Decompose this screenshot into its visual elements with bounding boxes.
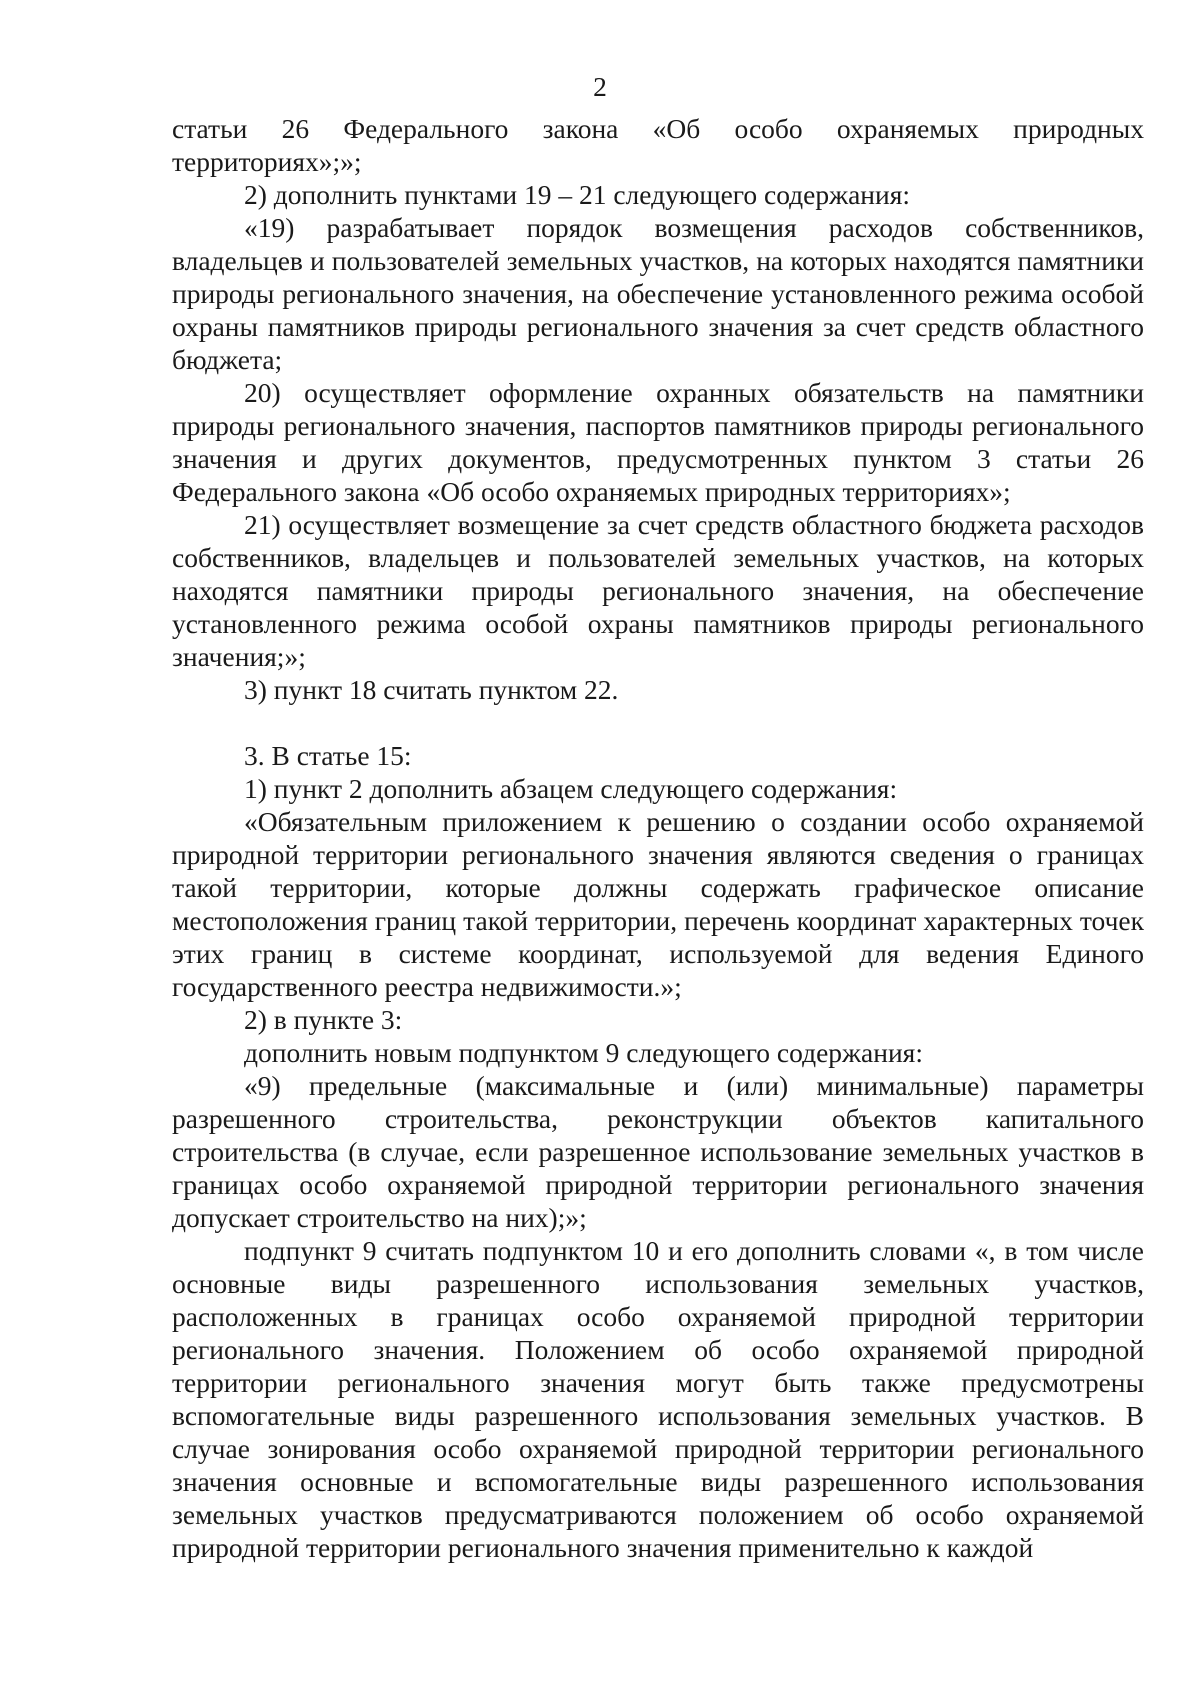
paragraph-item-20: 20) осуществляет оформление охранных обязательств на памятники природы регионального значения, паспортов памятников природы регионального значения и других документов, предусмотренных пунктом 3 статьи 26 Федерального закона «Об особо охраняемых природных территориях»; — [172, 377, 1144, 507]
paragraph-item-2: 2) дополнить пунктами 19 – 21 следующего содержания: — [244, 179, 911, 210]
paragraph-subitem-9: «9) предельные (максимальные и (или) минимальные) параметры разрешенного строительства, реконструкции объектов капитального строительства (в случае, если разрешенное использование земельных участков в границах особо охраняемой природной территории регионального значения допускает строительство на них);»; — [172, 1070, 1144, 1233]
paragraph-article15-item-1: 1) пункт 2 дополнить абзацем следующего содержания: — [244, 773, 898, 804]
document-body — [172, 112, 1144, 1564]
paragraph-item-19: «19) разрабатывает порядок возмещения расходов собственников, владельцев и пользователей земельных участков, на которых находятся памятники природы регионального значения, на обеспечение установленного режима особой охраны памятников природы регионального значения за счет средств областного бюджета; — [172, 212, 1144, 375]
page-number: 2 — [593, 71, 607, 102]
paragraph-add-subitem-9: дополнить новым подпунктом 9 следующего содержания: — [244, 1037, 923, 1068]
section-heading-article-15: 3. В статье 15: — [244, 740, 412, 771]
paragraph-continuation: статьи 26 Федерального закона «Об особо охраняемых природных территориях»;»; — [172, 113, 1144, 177]
paragraph-subitem-9-to-10: подпункт 9 считать подпунктом 10 и его дополнить словами «, в том числе основные виды разрешенного использования земельных участков, расположенных в границах особо охраняемой природной территории регионального значения. Положением об особо охраняемой природной территории регионального значения могут быть также предусмотрены вспомогательные виды разрешенного использования земельных участков. В случае зонирования особо охраняемой природной территории регионального значения основные и вспомогательные виды разрешенного использования земельных участков предусматриваются положением об особо охраняемой природной территории регионального значения применительно к каждой — [172, 1235, 1144, 1563]
paragraph-article15-item-2: 2) в пункте 3: — [244, 1004, 403, 1035]
paragraph-mandatory-appendix: «Обязательным приложением к решению о создании особо охраняемой природной территории регионального значения являются сведения о границах такой территории, которые должны содержать графическое описание местоположения границ такой территории, перечень координат характерных точек этих границ в системе координат, используемой для ведения Единого государственного реестра недвижимости.»; — [172, 806, 1144, 1002]
paragraph-item-21: 21) осуществляет возмещение за счет средств областного бюджета расходов собственников, владельцев и пользователей земельных участков, на которых находятся памятники природы регионального значения, на обеспечение установленного режима особой охраны памятников природы регионального значения;»; — [172, 509, 1144, 672]
paragraph-item-3: 3) пункт 18 считать пунктом 22. — [244, 674, 619, 705]
